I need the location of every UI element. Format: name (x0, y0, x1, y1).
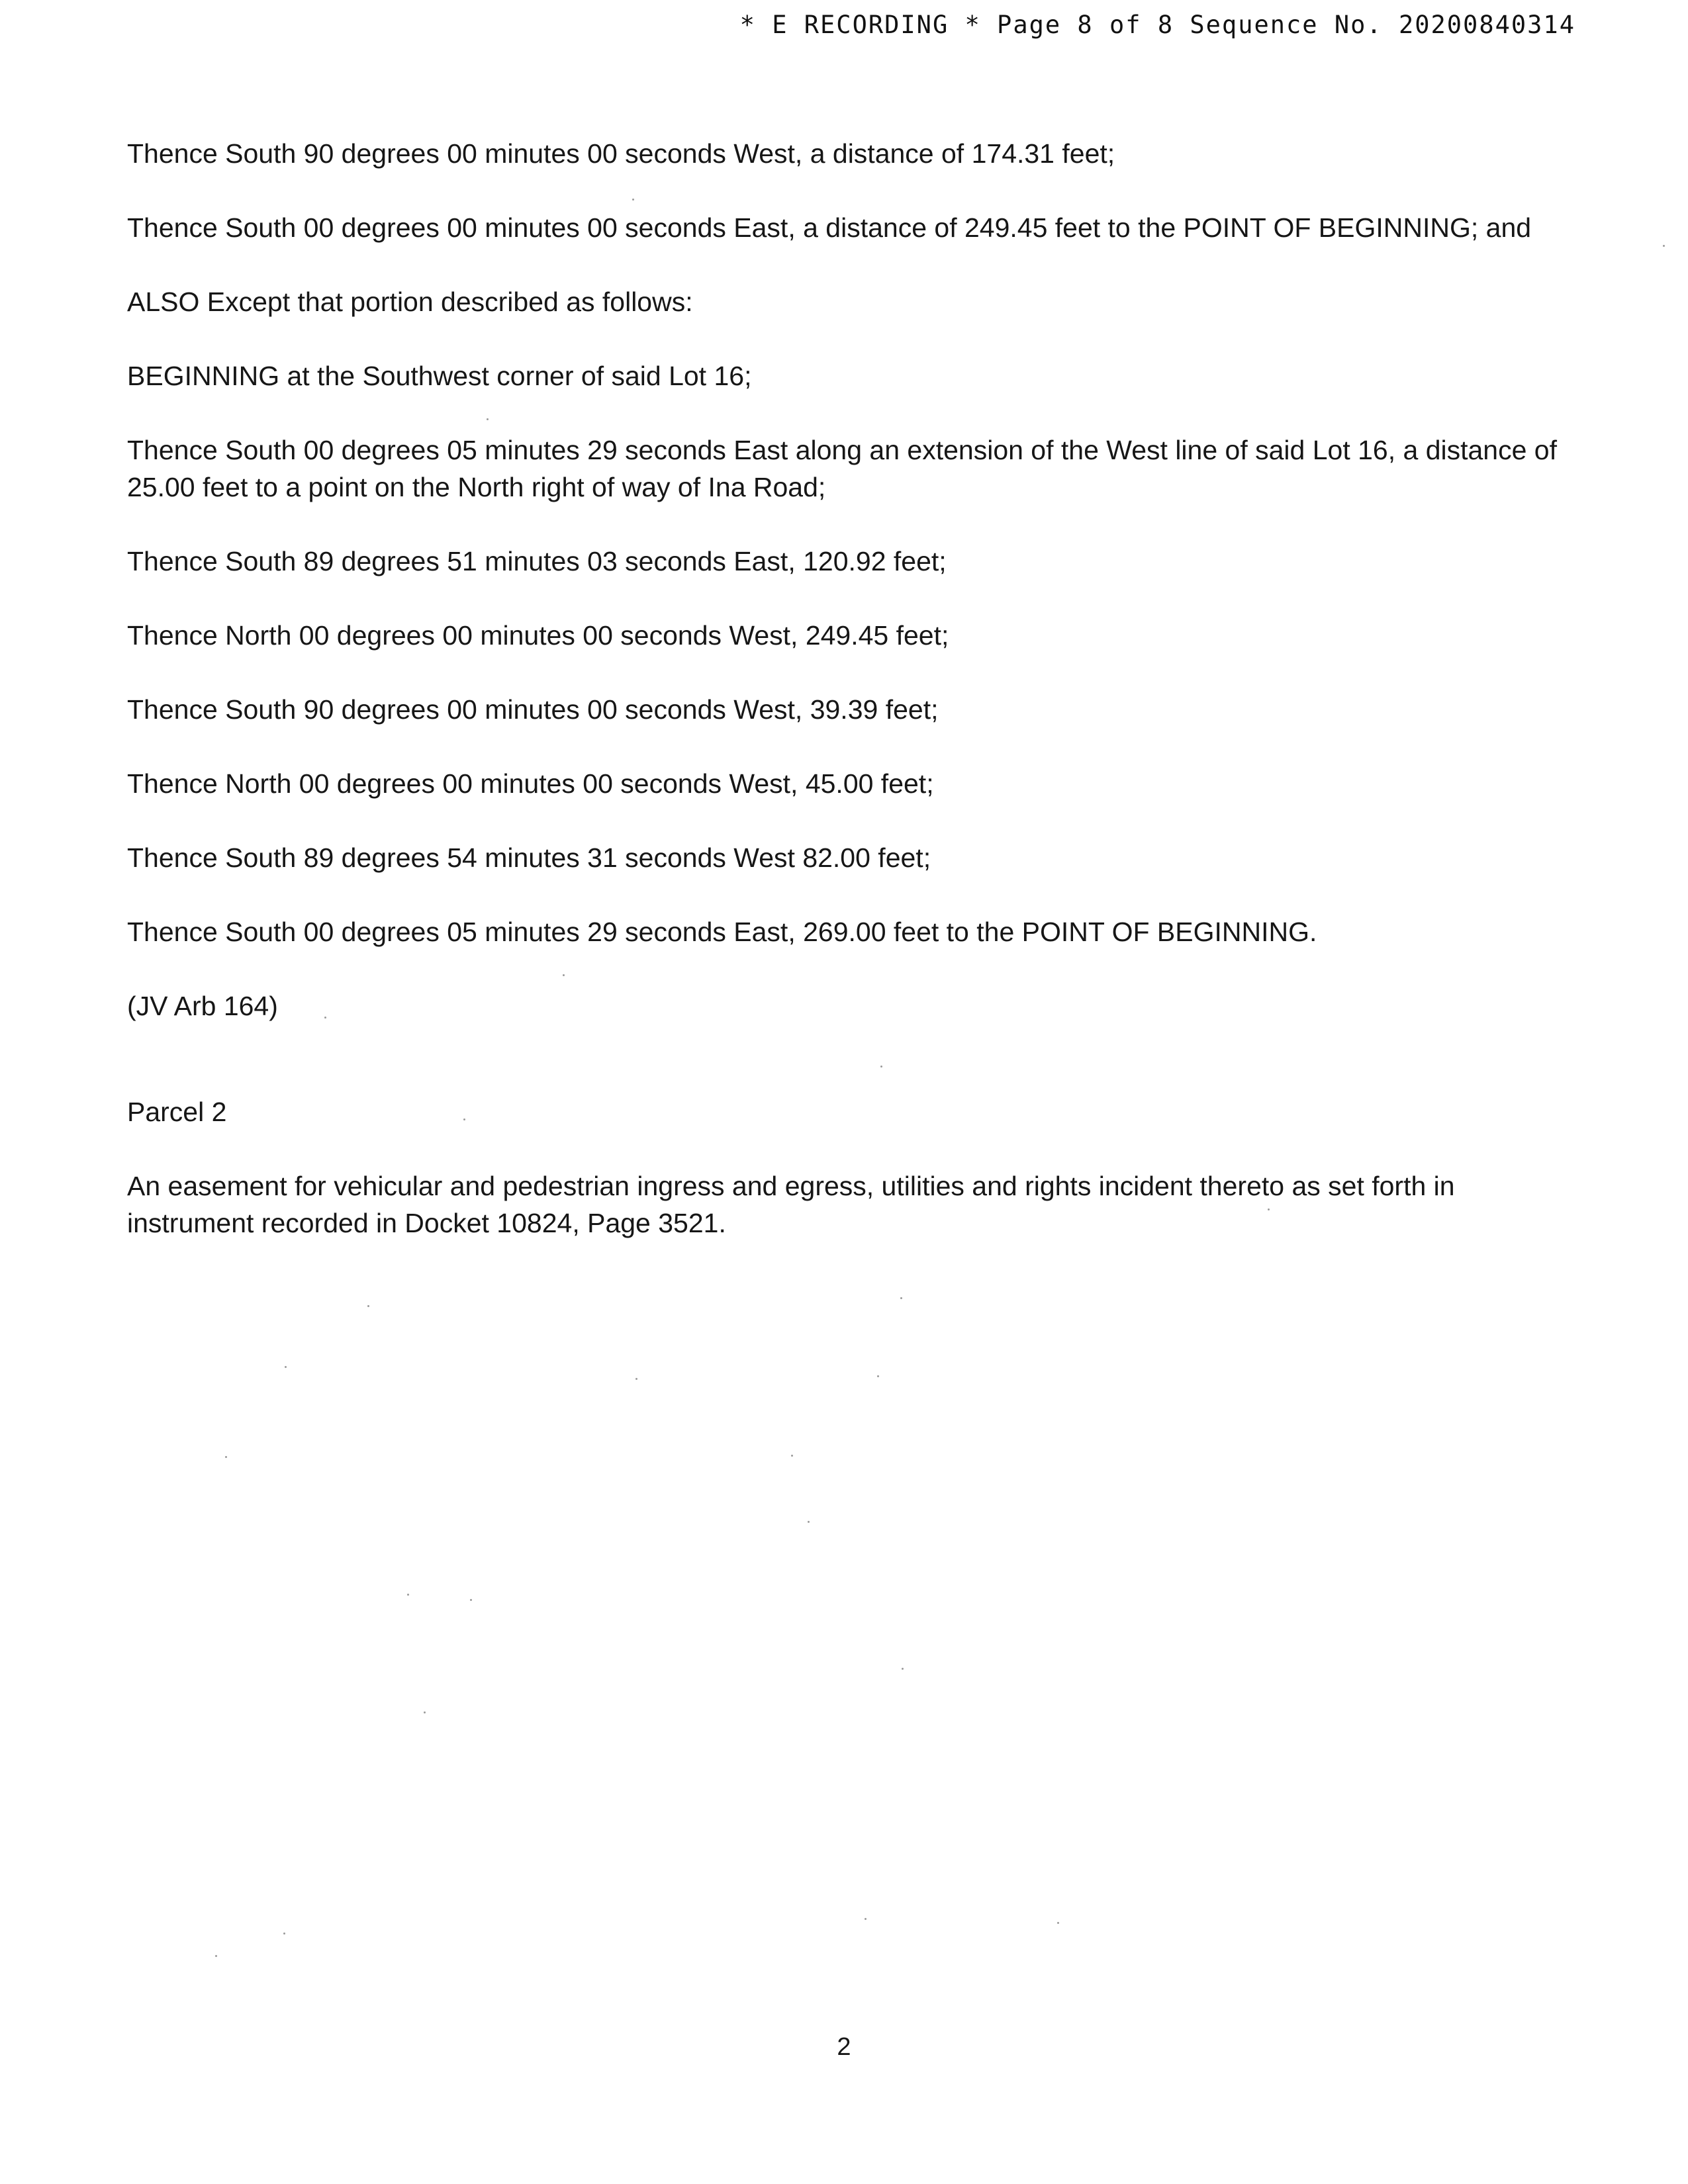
paragraph-course-3: Thence South 00 degrees 05 minutes 29 seconds East along an extension of the West line of said Lot 16, a distance of 25.00 feet to a point on the North right of way of Ina Road; (127, 435, 1557, 502)
scan-speck (470, 1599, 472, 1601)
scan-speck (367, 1305, 369, 1307)
scan-speck (563, 974, 565, 976)
scan-speck (1057, 1922, 1059, 1924)
paragraph-course-7: Thence North 00 degrees 00 minutes 00 seconds West, 45.00 feet; (127, 768, 934, 799)
scan-speck (808, 1521, 810, 1523)
scan-speck (424, 1711, 426, 1713)
scan-speck (902, 1668, 904, 1670)
scan-speck (463, 1118, 465, 1120)
page-number: 2 (837, 2033, 851, 2061)
paragraph-course-9: Thence South 00 degrees 05 minutes 29 seconds East, 269.00 feet to the POINT OF BEGINNING. (127, 917, 1317, 947)
scan-speck (635, 1378, 637, 1380)
scan-speck (900, 1297, 902, 1299)
scan-speck (1663, 245, 1665, 247)
paragraph-beginning: BEGINNING at the Southwest corner of said Lot 16; (127, 361, 752, 391)
scan-speck (324, 1017, 326, 1019)
scan-speck (283, 1933, 285, 1934)
scan-speck (880, 1066, 882, 1068)
scan-speck (225, 1456, 227, 1458)
scan-speck (407, 1594, 409, 1596)
paragraph-course-2: Thence South 00 degrees 00 minutes 00 seconds East, a distance of 249.45 feet to the POINT OF BEGINNING; and (127, 212, 1532, 243)
scan-speck (632, 199, 634, 201)
paragraph-course-1: Thence South 90 degrees 00 minutes 00 seconds West, a distance of 174.31 feet; (127, 138, 1115, 169)
paragraph-parcel-heading: Parcel 2 (127, 1097, 227, 1127)
scan-speck (865, 1918, 867, 1920)
scan-speck (487, 418, 489, 420)
paragraph-course-4: Thence South 89 degrees 51 minutes 03 seconds East, 120.92 feet; (127, 546, 947, 576)
scan-speck (285, 1366, 287, 1368)
paragraph-reference: (JV Arb 164) (127, 991, 278, 1021)
scan-speck (215, 1955, 217, 1957)
paragraph-course-5: Thence North 00 degrees 00 minutes 00 seconds West, 249.45 feet; (127, 620, 949, 651)
paragraph-easement: An easement for vehicular and pedestrian ingress and egress, utilities and rights incident thereto as set forth in instrument recorded in Docket 10824, Page 3521. (127, 1171, 1455, 1238)
scan-speck (1268, 1208, 1270, 1210)
recording-stamp: * E RECORDING * Page 8 of 8 Sequence No. 20200840314 (739, 11, 1575, 39)
paragraph-exception-intro: ALSO Except that portion described as follows: (127, 287, 693, 317)
paragraph-course-6: Thence South 90 degrees 00 minutes 00 seconds West, 39.39 feet; (127, 694, 939, 725)
scan-speck (877, 1375, 879, 1377)
paragraph-course-8: Thence South 89 degrees 54 minutes 31 seconds West 82.00 feet; (127, 842, 931, 873)
scan-speck (791, 1455, 793, 1457)
